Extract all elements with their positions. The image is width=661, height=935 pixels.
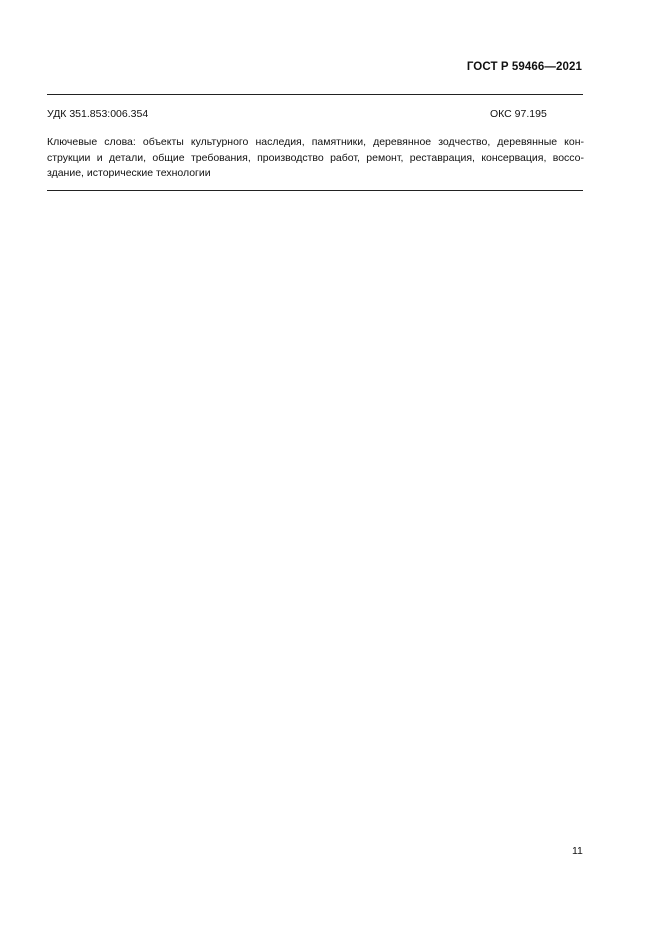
keywords-block <box>47 135 584 182</box>
oks-code: ОКС 97.195 <box>490 108 547 120</box>
document-code: ГОСТ Р 59466—2021 <box>466 61 582 73</box>
udk-code: УДК 351.853:006.354 <box>47 108 149 120</box>
top-divider <box>47 94 583 95</box>
keywords-line: здание, исторические технологии <box>47 167 211 179</box>
keywords-line: Ключевые слова: объекты культурного наследия, памятники, деревянное зодчество, деревянные кон- <box>47 136 584 148</box>
keywords-line: струкции и детали, общие требования, производство работ, ремонт, реставрация, консервация, воссо- <box>47 151 584 164</box>
page-number: 11 <box>572 845 583 857</box>
bottom-divider <box>47 190 583 191</box>
